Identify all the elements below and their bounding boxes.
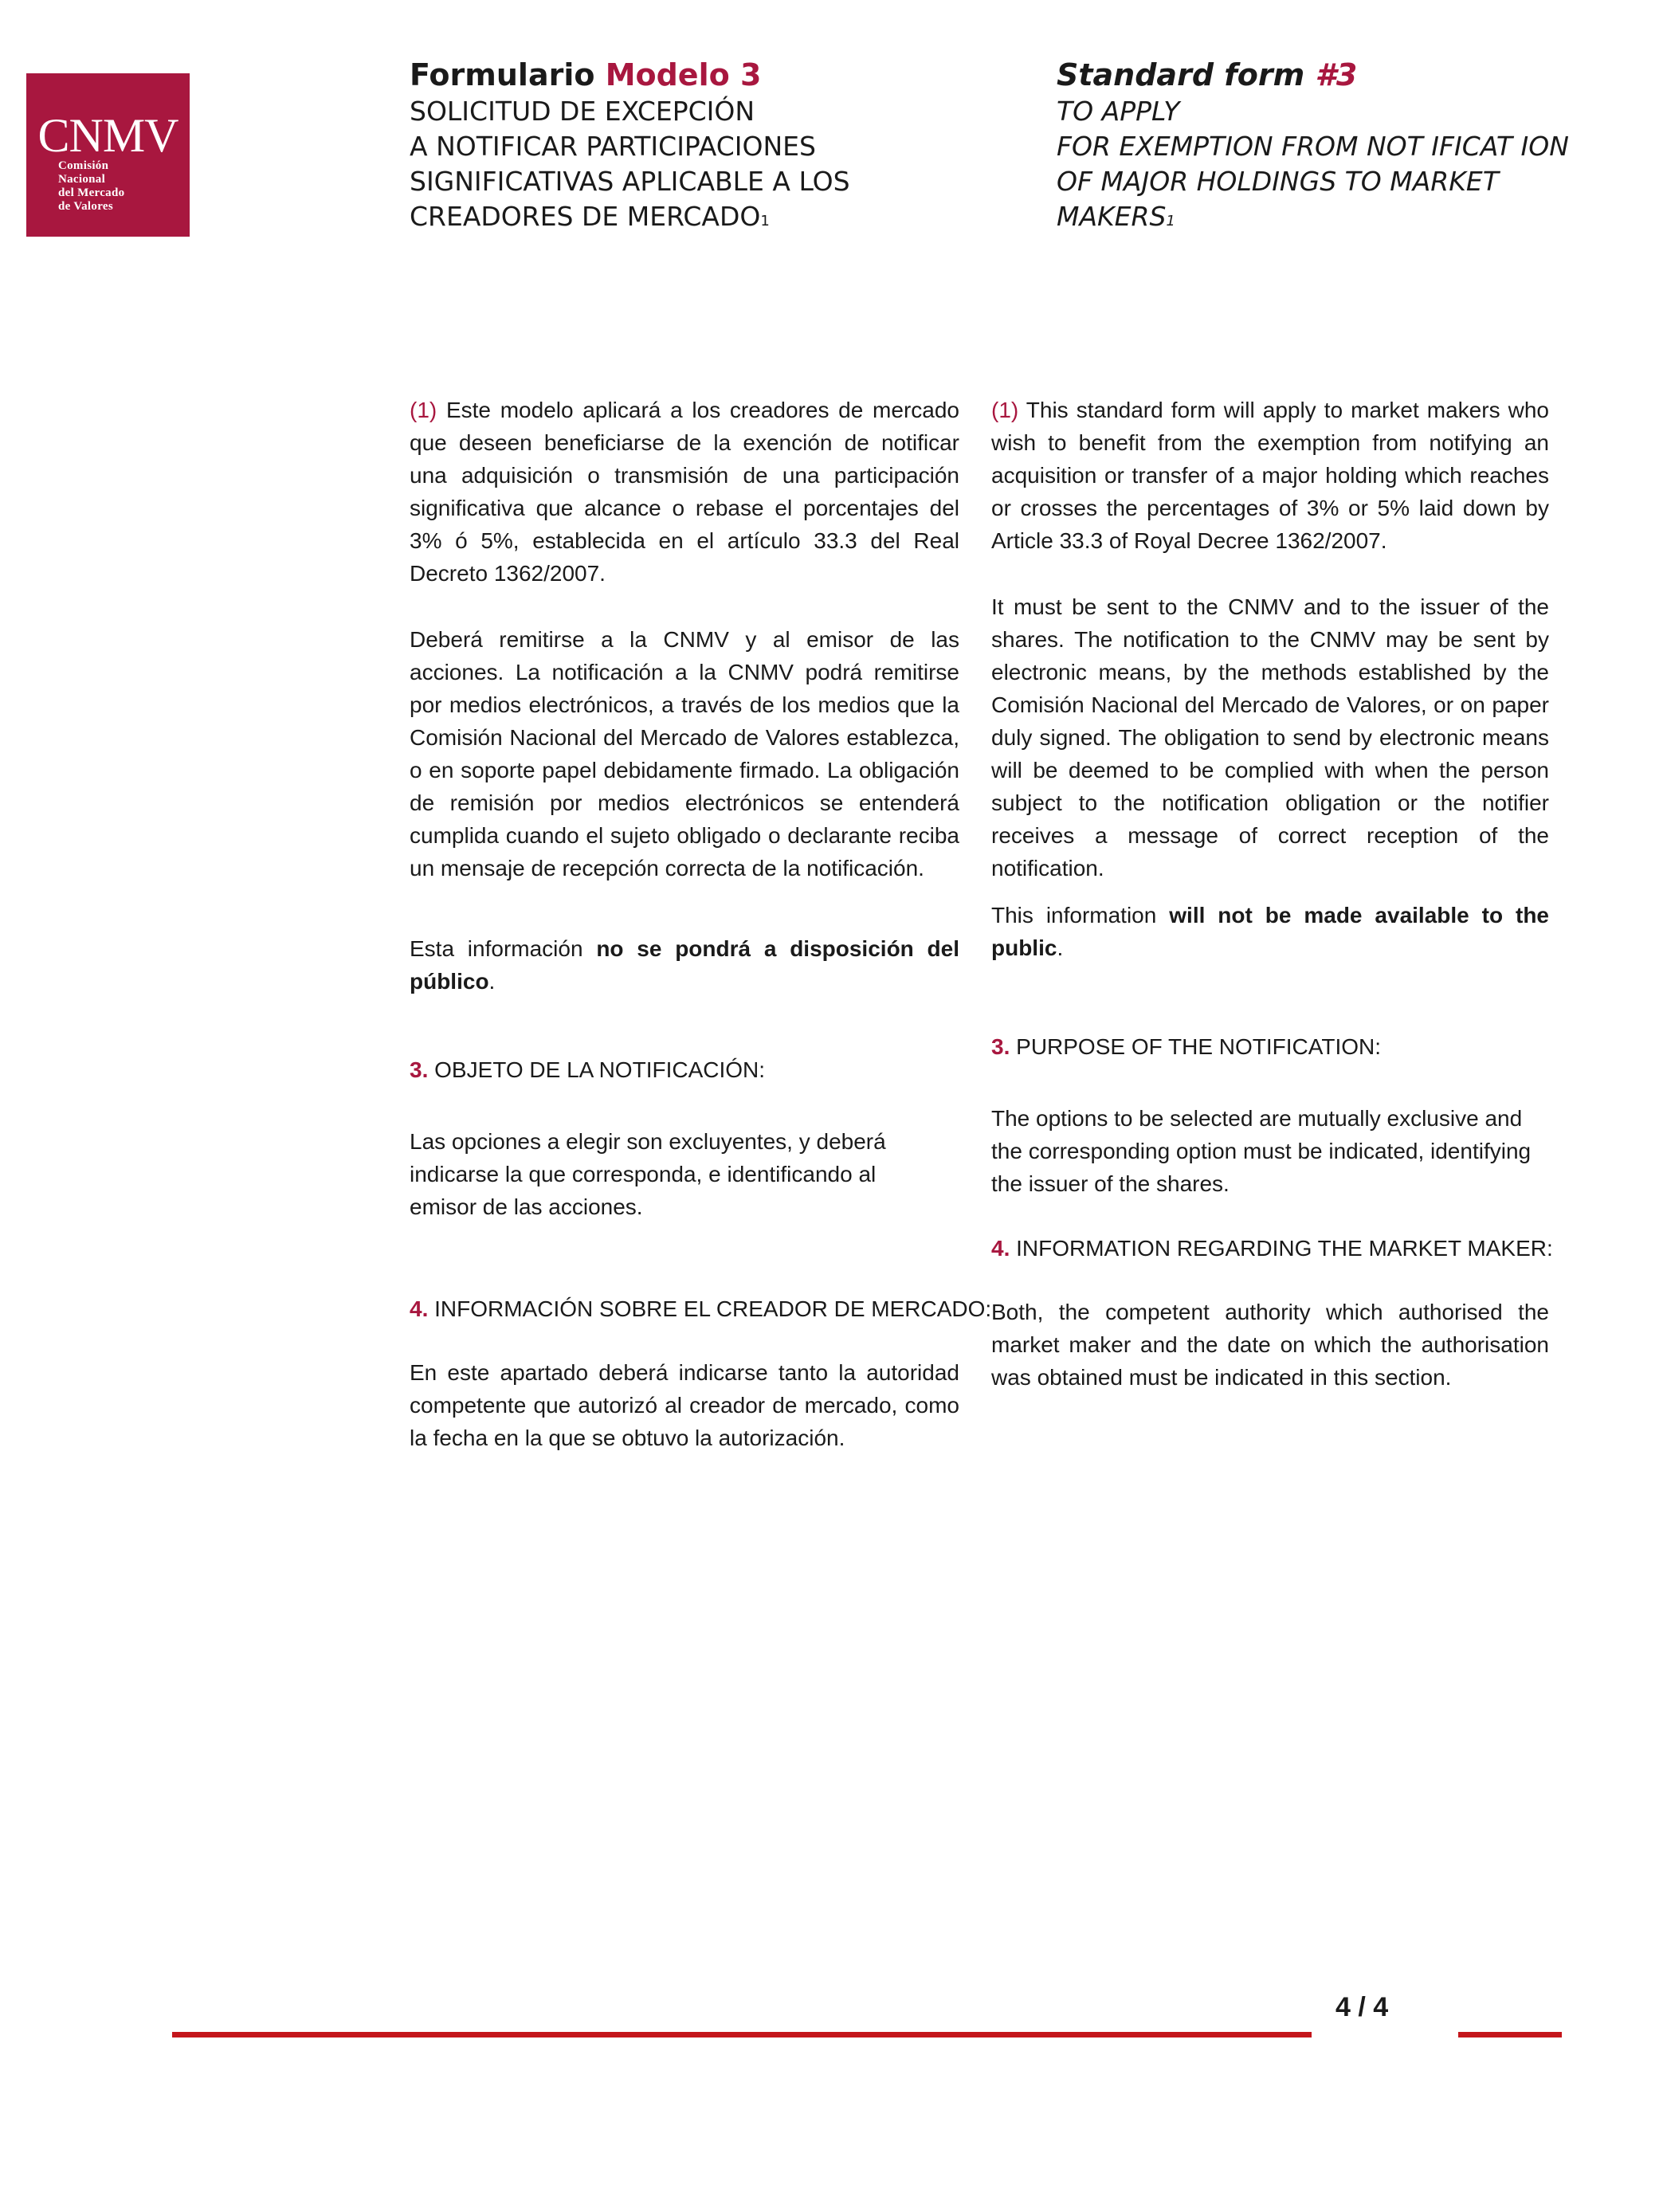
title-prefix: Formulario — [410, 57, 595, 92]
info-bold: will not be made available to the public — [991, 903, 1550, 960]
section-number: 4. — [991, 1236, 1010, 1261]
footnote-mark: 1 — [760, 213, 770, 229]
sending-paragraph-es: Deberá remitirse a la CNMV y al emisor de las acciones. La notificación a la CNMV podrá remitirse por medios electrónicos, a través de los medios que la Comisión Nacional del Mercado de Valores establezca, o en soporte papel debidamente firmado. La obligación de remisión por medios electrónicos se entenderá cumplida cuando el sujeto obligado o declarante reciba un mensaje de recepción correcta de la notificación. — [410, 627, 959, 880]
logo-line: Nacional — [58, 173, 106, 186]
footer-rule-right — [1458, 2032, 1562, 2037]
logo-line: del Mercado — [58, 186, 125, 199]
header-line-text: CREADORES DE MERCADO — [410, 201, 761, 232]
footnote-mark: 1 — [1166, 213, 1175, 229]
header-line: TO APPLY — [1057, 96, 1180, 127]
info-prefix: Esta información — [410, 936, 597, 961]
section-title: INFORMACIÓN SOBRE EL CREADOR DE MERCADO: — [428, 1296, 992, 1321]
title-accent: Modelo 3 — [605, 57, 762, 92]
section-3-heading-en — [991, 1030, 1549, 1063]
title-prefix: Standard form — [1057, 57, 1305, 92]
page-number: 4 / 4 — [1335, 1992, 1389, 2022]
section-number: 4. — [410, 1296, 429, 1321]
info-suffix: . — [1057, 935, 1064, 960]
info-paragraph-en — [991, 899, 1549, 964]
section-title: PURPOSE OF THE NOTIFICATION: — [1010, 1034, 1382, 1059]
section-4-heading-es — [410, 1292, 992, 1325]
footer-rule-left — [172, 2032, 1312, 2037]
header-line: FOR EXEMPTION FROM NOT IFICAT ION — [1057, 131, 1569, 162]
logo-line: de Valores — [58, 200, 113, 213]
title-accent: #3 — [1315, 57, 1358, 92]
english-column — [991, 0, 1553, 2212]
section-number: 3. — [991, 1034, 1010, 1059]
logo-line: Comisión — [58, 159, 109, 172]
info-suffix: . — [488, 969, 496, 994]
footnote-number: (1) — [991, 398, 1019, 422]
section-4-heading-en — [991, 1232, 1553, 1265]
cnmv-logo — [26, 73, 190, 237]
section-4-text-es: En este apartado deberá indicarse tanto la autoridad competente que autorizó al creador de mercado, como la fecha en la que se obtuvo la autorización. — [410, 1360, 959, 1450]
header-line: A NOTIFICAR PARTICIPACIONES — [410, 131, 816, 162]
sending-paragraph-en: It must be sent to the CNMV and to the issuer of the shares. The notification to the CNMV may be sent by electronic means, by the methods established by the Comisión Nacional del Mercado de Valores, or on paper duly signed. The obligation to send by electronic means will be deemed to be complied with when the person subject to the notification obligation or the notifier receives a message of correct reception of the notification. — [991, 594, 1549, 880]
footnote-text: This standard form will apply to market makers who wish to benefit from the exemption from notifying an acquisition or transfer of a major holding which reaches or crosses the percentages of 3% or 5% laid down by Article 33.3 of Royal Decree 1362/2007. — [991, 398, 1549, 553]
spanish-column — [410, 0, 992, 2212]
header-line: SIGNIFICATIVAS APLICABLE A LOS — [410, 166, 850, 197]
info-prefix: This information — [991, 903, 1170, 928]
footnote-number: (1) — [410, 398, 437, 422]
logo-subtitle — [58, 159, 124, 214]
header-line: OF MAJOR HOLDINGS TO MARKET — [1057, 166, 1499, 197]
footnote-paragraph-en — [991, 394, 1549, 557]
info-paragraph-es — [410, 932, 959, 998]
section-3-text-es: Las opciones a elegir son excluyentes, y deberá indicarse la que corresponda, e identificando al emisor de las acciones. — [410, 1129, 886, 1219]
header-line: SOLICITUD DE EXCEPCIÓN — [410, 96, 755, 127]
header-line-text: MAKERS — [1057, 201, 1167, 232]
footnote-paragraph-es — [410, 394, 959, 590]
logo-mark: CNMV — [37, 109, 178, 162]
section-3-text-en: The options to be selected are mutually exclusive and the corresponding option must be indicated, identifying the issuer of the shares. — [991, 1106, 1532, 1196]
section-number: 3. — [410, 1057, 429, 1082]
section-4-text-en: Both, the competent authority which authorised the market maker and the date on which the authorisation was obtained must be indicated in this section. — [991, 1300, 1549, 1390]
section-3-heading-es — [410, 1053, 959, 1086]
section-title: INFORMATION REGARDING THE MARKET MAKER: — [1010, 1236, 1553, 1261]
footnote-text: Este modelo aplicará a los creadores de mercado que deseen beneficiarse de la exención de notificar una adquisición o transmisión de una participación significativa que alcance o rebase el porcentajes del 3% ó 5%, establecida en el artículo 33.3 del Real Decreto 1362/2007. — [410, 398, 959, 586]
section-title: OBJETO DE LA NOTIFICACIÓN: — [428, 1057, 766, 1082]
info-bold: no se pondrá a disposición del público — [410, 936, 959, 994]
